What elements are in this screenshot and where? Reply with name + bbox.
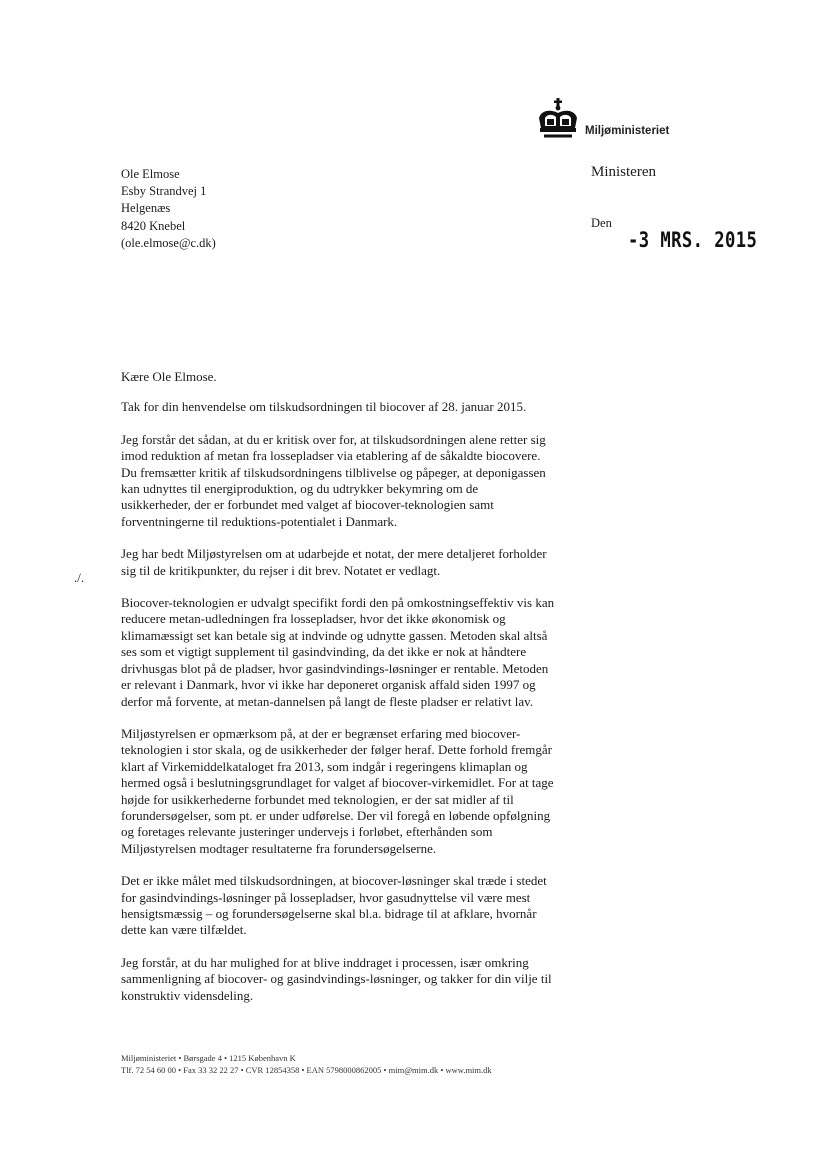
recipient-address [121, 166, 216, 252]
paragraph [121, 595, 591, 710]
text-line: Jeg har bedt Miljøstyrelsen om at udarbejde et notat, der mere detaljeret forholder [121, 546, 547, 562]
recipient-line: Ole Elmose [121, 167, 180, 181]
text-line: Det er ikke målet med tilskudsordningen, at biocover-løsninger skal træde i stedet [121, 873, 547, 889]
text-line: hermed også i beslutningsgrundlaget for valget af biocover-virkemidlet. For at tage [121, 775, 554, 791]
paragraph [121, 726, 591, 857]
text-line: Du fremsætter kritik af tilskudsordningens tilblivelse og påpeger, at deponigassen [121, 464, 546, 480]
text-line: Tak for din henvendelse om tilskudsordningen til biocover af 28. januar 2015. [121, 399, 527, 415]
salutation: Kære Ole Elmose. [121, 369, 217, 384]
text-line: reducere metan-udledningen fra lossepladser, hvor det ikke økonomisk og [121, 611, 506, 627]
text-line: drivhusgas blot på de pladser, hvor gasindvindings-løsninger er rentable. Metoden [121, 660, 549, 676]
text-line: hensigtsmæssig – og forundersøgelserne skal bl.a. bidrage til at afklare, hvornår [121, 905, 537, 921]
text-line: sig til de kritikpunkter, du rejser i dit brev. Notatet er vedlagt. [121, 562, 441, 578]
text-line: forundersøgelser, som pt. er under udførelse. Der vil foregå en løbende opfølgning [121, 807, 551, 823]
sender-title: Ministeren [591, 164, 656, 180]
recipient-line: 8420 Knebel [121, 218, 186, 233]
text-line: for gasindvindings-løsninger på lossepladser, hvor gasudnyttelse vil være mest [121, 889, 531, 905]
recipient-line: Esby Strandvej 1 [121, 184, 207, 199]
text-line: Miljøstyrelsen modtager resultaterne fra forundersøgelserne. [121, 840, 437, 856]
crown-icon [535, 98, 581, 140]
footer-contact: Tlf. 72 54 60 00 • Fax 33 32 22 27 • CVR 12854358 • EAN 5798000862005 • mim@mim.dk • www.mim.dk [121, 1065, 492, 1075]
paragraph [121, 546, 591, 579]
recipient-line: (ole.elmose@c.dk) [121, 235, 216, 250]
paragraph [121, 873, 591, 939]
text-line: teknologien i stor skala, og de usikkerheder der følger heraf. Dette forhold fremgår [121, 742, 553, 758]
text-line: Jeg forstår, at du har mulighed for at blive inddraget i processen, især omkring [121, 954, 529, 970]
ministry-name: Miljøministeriet [585, 125, 670, 137]
text-line: Biocover-teknologien er udvalgt specifikt fordi den på omkostningseffektiv vis kan [121, 595, 555, 611]
footer [121, 1052, 492, 1076]
recipient-line: Helgenæs [121, 201, 171, 216]
text-line: Miljøstyrelsen er opmærksom på, at der er begrænset erfaring med biocover- [121, 725, 521, 741]
text-line: Jeg forstår det sådan, at du er kritisk over for, at tilskudsordningen alene retter sig [121, 431, 546, 447]
text-line: er relevant i Danmark, hvor vi ikke har deponeret organisk affald siden 1997 og [121, 677, 536, 693]
text-line: forventningerne til reduktions-potentialet i Danmark. [121, 513, 398, 529]
text-line: kan udnyttes til energiproduktion, og du udtrykker bekymring om de [121, 481, 479, 497]
date-stamp: -3 MRS. 2015 [628, 228, 758, 252]
text-line: højde for usikkerhederne forbundet med teknologien, er der sat midler af til [121, 791, 514, 807]
text-line: klimamæssigt set kan betale sig at indvinde og udnytte gassen. Metoden skal altså [121, 627, 548, 643]
enclosure-mark: ./. [74, 570, 85, 585]
text-line: ses som et vigtigt supplement til gasindvinding, da det ikke er nok at håndtere [121, 644, 527, 660]
text-line: klart af Virkemiddelkataloget fra 2013, som indgår i regeringens klimaplan og [121, 758, 528, 774]
paragraph [121, 432, 591, 530]
text-line: imod reduktion af metan fra lossepladser via etablering af de såkaldte biocovere. [121, 448, 541, 464]
text-line: og foretages relevante justeringer undervejs i forløbet, efterhånden som [121, 824, 493, 840]
ministry-logo [535, 98, 685, 143]
text-line: konstruktiv vidensdeling. [121, 987, 254, 1003]
paragraph [121, 955, 591, 1004]
paragraph [121, 399, 591, 415]
letter-body [121, 369, 591, 1020]
text-line: derfor må forvente, at metan-dannelsen på langt de fleste pladser er relativt lav. [121, 693, 534, 709]
text-line: sammenligning af biocover- og gasindvindings-løsninger, og takker for din vilje til [121, 971, 552, 987]
text-line: dette kan være tilfældet. [121, 922, 247, 938]
text-line: usikkerheder, der er forbundet med valget af biocover-teknologien samt [121, 497, 494, 513]
footer-address: Miljøministeriet • Børsgade 4 • 1215 København K [121, 1053, 296, 1063]
date-label: Den [591, 216, 612, 230]
